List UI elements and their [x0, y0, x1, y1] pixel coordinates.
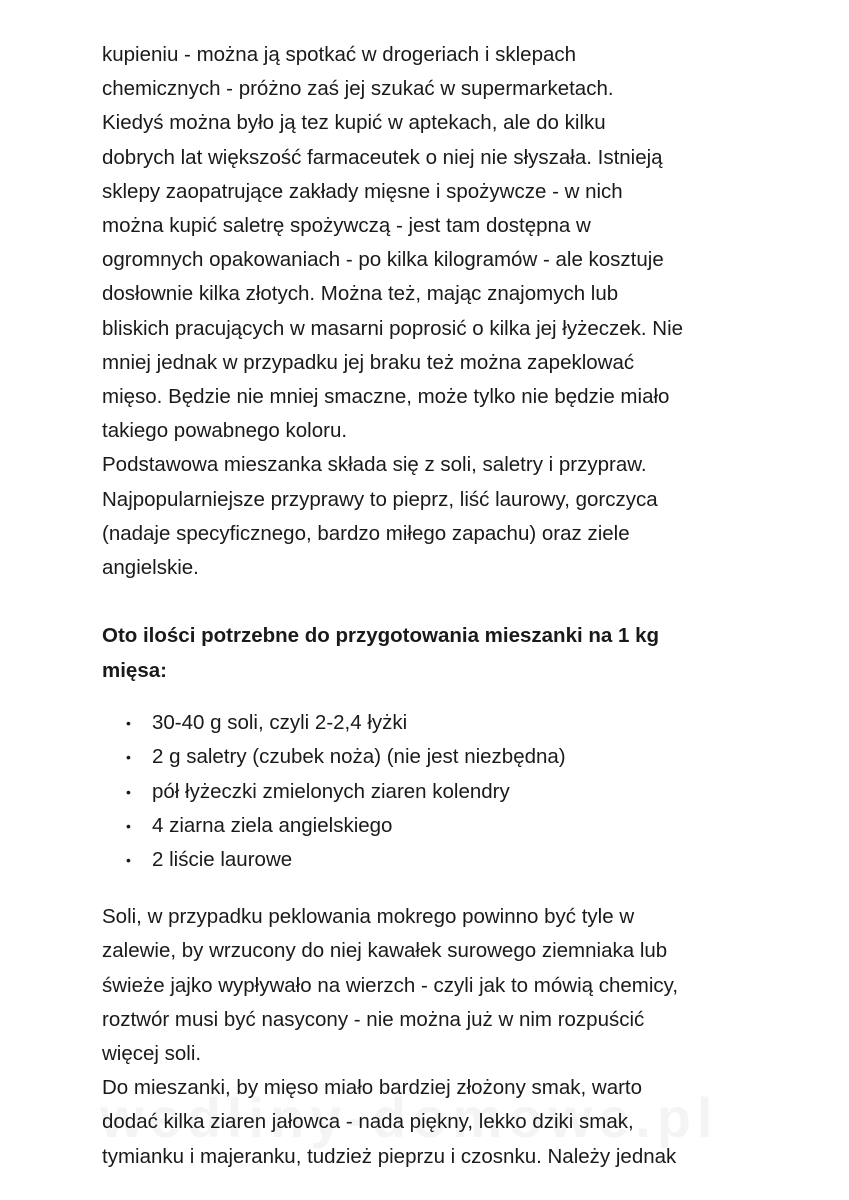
ingredient-text: pół łyżeczki zmielonych ziaren kolendry — [152, 779, 510, 803]
text-line: zalewie, by wrzucony do niej kawałek surowego ziemniaka lub — [102, 939, 668, 963]
text-line: takiego powabnego koloru. — [102, 419, 348, 443]
list-item — [102, 809, 802, 843]
bullet-icon: • — [126, 749, 131, 766]
list-item — [102, 775, 802, 809]
text-line: dosłownie kilka złotych. Można też, mając znajomych lub — [102, 282, 619, 306]
list-item — [102, 843, 802, 877]
ingredient-text: 4 ziarna ziela angielskiego — [152, 813, 393, 837]
text-line: Soli, w przypadku peklowania mokrego powinno być tyle w — [102, 905, 635, 929]
document-page — [102, 38, 802, 1174]
text-line: można kupić saletrę spożywczą - jest tam dostępna w — [102, 214, 591, 238]
ingredient-text: 2 liście laurowe — [152, 848, 293, 872]
text-line: mięso. Będzie nie mniej smaczne, może tylko nie będzie miało — [102, 385, 670, 409]
paragraph-saletra-availability — [102, 38, 802, 448]
bullet-icon: • — [126, 852, 131, 869]
text-line: Podstawowa mieszanka składa się z soli, saletry i przypraw. — [102, 453, 647, 477]
text-line: (nadaje specyficznego, bardzo miłego zapachu) oraz ziele — [102, 521, 630, 545]
paragraph-extra-spices — [102, 1071, 802, 1174]
text-line: chemicznych - próżno zaś jej szukać w supermarketach. — [102, 77, 614, 101]
bullet-icon: • — [126, 715, 131, 732]
list-item — [102, 706, 802, 740]
heading-line: mięsa: — [102, 658, 167, 682]
text-line: Do mieszanki, by mięso miało bardziej złożony smak, warto — [102, 1076, 643, 1100]
section-heading — [102, 619, 802, 688]
text-line: mniej jednak w przypadku jej braku też można zapeklować — [102, 350, 635, 374]
text-line: świeże jajko wypływało na wierzch - czyli jak to mówią chemicy, — [102, 973, 679, 997]
text-line: kupieniu - można ją spotkać w drogeriach i sklepach — [102, 43, 577, 66]
paragraph-salt-brine — [102, 900, 802, 1071]
paragraph-basic-mix — [102, 448, 802, 585]
list-item — [102, 740, 802, 774]
ingredient-text: 2 g saletry (czubek noża) (nie jest niezbędna) — [152, 745, 566, 769]
text-line: tymianku i majeranku, tudzież pieprzu i czosnku. Należy jednak — [102, 1144, 677, 1168]
text-line: sklepy zaopatrujące zakłady mięsne i spożywcze - w nich — [102, 179, 623, 203]
text-line: Najpopularniejsze przyprawy to pieprz, liść laurowy, gorczyca — [102, 487, 658, 511]
text-line: bliskich pracujących w masarni poprosić o kilka jej łyżeczek. Nie — [102, 316, 684, 340]
text-line: Kiedyś można było ją tez kupić w aptekach, ale do kilku — [102, 111, 606, 135]
text-line: dobrych lat większość farmaceutek o niej nie słyszała. Istnieją — [102, 145, 663, 169]
text-line: więcej soli. — [102, 1042, 202, 1066]
bullet-icon: • — [126, 817, 131, 834]
text-line: angielskie. — [102, 556, 199, 580]
text-line: roztwór musi być nasycony - nie można już w nim rozpuścić — [102, 1007, 645, 1031]
text-line: dodać kilka ziaren jałowca - nada piękny, lekko dziki smak, — [102, 1110, 634, 1134]
bullet-icon: • — [126, 783, 131, 800]
ingredient-text: 30-40 g soli, czyli 2-2,4 łyżki — [152, 711, 408, 735]
text-line: ogromnych opakowaniach - po kilka kilogramów - ale kosztuje — [102, 248, 664, 272]
heading-line: Oto ilości potrzebne do przygotowania mieszanki na 1 kg — [102, 624, 660, 648]
ingredients-list — [102, 706, 802, 877]
